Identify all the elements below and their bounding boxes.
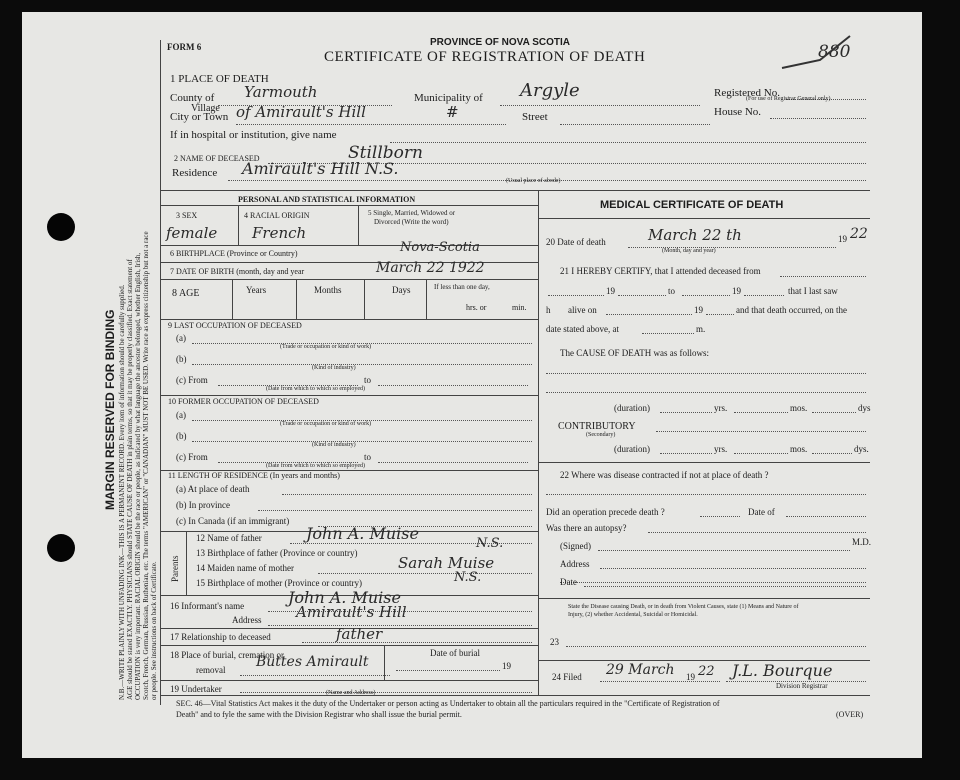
certify-line [606, 314, 692, 315]
village-label: Village [191, 103, 220, 114]
hours-label: hrs. or [466, 303, 487, 312]
over-label: (OVER) [836, 710, 864, 719]
margin-instruction-line: or people. See instructions on back of Certificate. [150, 561, 158, 700]
medical-address-label: Address [560, 559, 590, 569]
operation-label: Did an operation precede death ? [546, 507, 665, 517]
death-date-note: (Month, day and year) [662, 248, 716, 254]
cause-of-death-label: The CAUSE OF DEATH was as follows: [560, 348, 709, 358]
binder-hole-bottom [47, 534, 75, 562]
former-occupation-heading: 10 FORMER OCCUPATION OF DECEASED [168, 397, 319, 406]
signed-line [598, 550, 850, 551]
check-mark-icon [780, 30, 860, 75]
row-line [160, 319, 538, 320]
certify-19c: 19 [694, 305, 703, 315]
informant-address-label: Address [232, 615, 262, 625]
death-date-line [628, 247, 836, 248]
certify-last-saw: that I last saw [788, 286, 838, 296]
duration-line [660, 453, 712, 454]
col-line [426, 279, 427, 319]
medical-address-line [560, 582, 866, 583]
duration-line [660, 412, 712, 413]
certify-date-stated: date stated above, at [546, 324, 619, 334]
place-of-death-heading: 1 PLACE OF DEATH [170, 73, 269, 85]
occupation-line [192, 364, 532, 365]
age-months-label: Months [314, 285, 342, 295]
occupation-a: (a) [176, 333, 186, 343]
municipality-line [500, 105, 700, 106]
city-value: of Amirault's Hill [236, 103, 366, 121]
sex-label: 3 SEX [176, 211, 198, 220]
duration-line [734, 412, 788, 413]
duration-line [812, 412, 856, 413]
residence-a: (a) At place of death [176, 484, 250, 494]
informant-address-value: Amirault's Hill [296, 603, 407, 621]
certify-line-1: 21 I HEREBY CERTIFY, that I attended deceased from [560, 266, 761, 276]
row-line [538, 218, 870, 219]
contributory-line [656, 431, 866, 432]
margin-instruction-line: Scotch, French, German, Russian, Ruthenian, etc. The terms "AMERICAN" or "CANADIAN" MUST NOT BE USED. Write race as express citizenship but not a race [142, 231, 150, 700]
registered-label: Registered No. [714, 87, 780, 99]
binder-hole-top [47, 213, 75, 241]
col-line [364, 279, 365, 319]
filed-line [600, 681, 720, 682]
item23-line [566, 646, 866, 647]
duration-label-2: (duration) [614, 444, 650, 454]
age-days-label: Days [392, 285, 411, 295]
footer-line-2: Death" and to fyle the same with the Division Registrar who shall issue the burial permit. [176, 710, 462, 719]
father-birthplace-label: 13 Birthplace of father (Province or country) [196, 548, 358, 558]
certify-line [780, 276, 866, 277]
burial-date-line [396, 670, 500, 671]
binding-margin-label: MARGIN RESERVED FOR BINDING [103, 309, 117, 510]
margin-instruction-line: OCCUPATION is very important. RACIAL ORIGIN should be the race or people, as indicated by what language the ancestor belonged, whether English, Irish, [134, 252, 142, 700]
relationship-label: 17 Relationship to deceased [170, 632, 271, 642]
relationship-value: father [336, 625, 383, 643]
dob-value: March 22 1922 [376, 260, 485, 276]
residence-value: Amirault's Hill N.S. [242, 159, 399, 178]
residence-label: Residence [172, 167, 218, 179]
former-line [378, 462, 528, 463]
occupation-c: (c) From [176, 375, 208, 385]
occupation-b: (b) [176, 354, 187, 364]
street-line [560, 124, 710, 125]
dob-label: 7 DATE OF BIRTH (month, day and year [170, 267, 305, 276]
registered-note: (For use of Registrar General only) [746, 96, 831, 102]
row-line [538, 598, 870, 599]
informant-label: 16 Informant's name [170, 601, 245, 611]
item-23: 23 [550, 637, 559, 647]
md-label: M.D. [852, 537, 872, 547]
form-left-border [160, 40, 161, 705]
stamp-number: 880 [818, 42, 851, 62]
death-year-prefix: 19 [838, 234, 847, 244]
certify-19b: 19 [732, 286, 741, 296]
certify-line [682, 295, 730, 296]
personal-info-heading: PERSONAL AND STATISTICAL INFORMATION [238, 195, 416, 204]
length-of-residence-heading: 11 LENGTH OF RESIDENCE (In years and months) [168, 471, 340, 480]
city-line [236, 124, 506, 125]
mother-label: 14 Maiden name of mother [196, 563, 294, 573]
medical-address-line [600, 568, 866, 569]
burial-year: 19 [502, 661, 511, 671]
yrs-label: yrs. [714, 403, 728, 413]
violent-cause-note-2: Injury, (2) whether Accidental, Suicidal or Homicidal. [568, 612, 698, 618]
racial-origin-label: 4 RACIAL ORIGIN [244, 211, 310, 220]
row-line [160, 645, 538, 646]
certificate-title: CERTIFICATE OF REGISTRATION OF DEATH [324, 49, 646, 65]
certify-19a: 19 [606, 286, 615, 296]
less-than-day-label: If less than one day, [434, 283, 490, 291]
birthplace-label: 6 BIRTHPLACE (Province or Country) [170, 249, 298, 258]
residence-c: (c) In Canada (if an immigrant) [176, 516, 290, 526]
undertaker-label: 19 Undertaker [170, 684, 222, 694]
division-registrar-note: Division Registrar [776, 682, 828, 690]
section-divider [160, 190, 870, 191]
yrs-label-2: yrs. [714, 444, 728, 454]
city-label: City or Town [170, 111, 229, 123]
certify-alive-on: alive on [568, 305, 597, 315]
racial-origin-value: French [252, 224, 307, 242]
informant-value: John A. Muise [288, 588, 401, 607]
burial-place-value: Buttes Amirault [256, 654, 369, 670]
county-label: County of [170, 92, 215, 104]
autopsy-label: Was there an autopsy? [546, 523, 627, 533]
margin-instruction-line: AGE should be stated EXACTLY. PHYSICIANS should STATE CAUSE OF DEATH in plain terms, so that it may be properly classified. Exact statement of [126, 259, 134, 700]
operation-line [700, 516, 740, 517]
certify-line [548, 295, 604, 296]
burial-label-2: removal [196, 665, 226, 675]
form-column-divider [538, 190, 539, 695]
birthplace-value: Nova-Scotia [400, 240, 480, 255]
county-value: Yarmouth [244, 83, 318, 101]
parents-label: Parents [170, 555, 180, 582]
dates-note: (Date from which to which so employed) [266, 386, 365, 392]
operation-date-label: Date of [748, 507, 775, 517]
mother-birthplace-label: 15 Birthplace of mother (Province or country) [196, 578, 362, 588]
row-line [538, 462, 870, 463]
autopsy-line [648, 532, 866, 533]
mos-label-2: mos. [790, 444, 808, 454]
certify-m: m. [696, 324, 706, 334]
where-line [546, 494, 866, 495]
municipality-value: Argyle [520, 80, 580, 101]
age-label: 8 AGE [172, 288, 200, 299]
undertaker-line [240, 692, 532, 693]
sex-value: female [166, 224, 218, 242]
mother-value: Sarah Muise [398, 554, 495, 572]
industry-note: (Kind of industry) [312, 365, 356, 371]
filed-year-prefix: 19 [686, 672, 695, 682]
burial-label: 18 Place of burial, cremation or [170, 650, 284, 660]
cause-line [546, 392, 866, 393]
duration-label: (duration) [614, 403, 650, 413]
residence-line [282, 494, 532, 495]
house-line [770, 118, 866, 119]
footer-divider [160, 695, 870, 696]
dys-label-2: dys. [854, 444, 869, 454]
former-trade-note: (Trade or occupation or kind of work) [280, 421, 372, 427]
signed-label: (Signed) [560, 541, 591, 551]
trade-note: (Trade or occupation or kind of work) [280, 344, 372, 350]
former-to: to [364, 452, 372, 462]
duration-line [812, 453, 852, 454]
hospital-label: If in hospital or institution, give name [170, 129, 337, 141]
city-mark: # [446, 103, 459, 121]
certify-line [744, 295, 784, 296]
occupation-line [378, 385, 528, 386]
certify-line [642, 333, 694, 334]
age-years-label: Years [246, 285, 267, 295]
father-value: John A. Muise [306, 524, 419, 543]
occupation-to: to [364, 375, 372, 385]
father-birthplace-value: N.S. [476, 536, 504, 551]
form-number: FORM 6 [167, 42, 202, 52]
certify-line [618, 295, 666, 296]
mos-label: mos. [790, 403, 808, 413]
former-dates-note: (Date from which to which so employed) [266, 463, 365, 469]
former-c: (c) From [176, 452, 208, 462]
death-date-value: March 22 th [648, 226, 742, 244]
parents-col-line [186, 531, 187, 595]
row-line [160, 680, 538, 681]
burial-date-label: Date of burial [430, 648, 480, 658]
father-label: 12 Name of father [196, 533, 262, 543]
name-of-deceased-value: Stillborn [348, 143, 423, 163]
filed-label: 24 Filed [552, 672, 582, 682]
informant-line [268, 625, 532, 626]
violent-cause-note: State the Disease causing Death, or in death from Violent Causes, state (1) Means and Nature of [568, 604, 799, 610]
filed-value: 29 March [606, 662, 675, 678]
col-line [238, 205, 239, 245]
col-line [384, 645, 385, 680]
footer-line-1: SEC. 46—Vital Statistics Act makes it the duty of the Undertaker or person acting as Undertaker to obtain all the particulars required in the "Certificate of Registration of [176, 699, 720, 708]
burial-line [240, 675, 390, 676]
col-line [358, 205, 359, 245]
municipality-label: Municipality of [414, 92, 483, 104]
medical-certificate-heading: MEDICAL CERTIFICATE OF DEATH [600, 199, 784, 211]
operation-line [786, 516, 866, 517]
row-line [160, 279, 538, 280]
where-contracted-label: 22 Where was disease contracted if not at place of death ? [560, 470, 769, 480]
mother-line [318, 573, 532, 574]
certify-h: h [546, 305, 551, 315]
col-line [232, 279, 233, 319]
margin-instruction-line: N.B.—WRITE PLAINLY WITH UNFADING INK—THIS IS A PERMANENT RECORD. Every item of information should be carefully supplied. [118, 284, 126, 700]
street-label: Street [522, 111, 548, 123]
secondary-note: (Secondary) [586, 432, 616, 438]
former-line [192, 441, 532, 442]
certify-to: to [668, 286, 676, 296]
marital-label: 5 Single, Married, Widowed or [368, 209, 456, 217]
medical-date-label: Date [560, 577, 577, 587]
former-industry-note: (Kind of industry) [312, 442, 356, 448]
certify-line [706, 314, 734, 315]
former-a: (a) [176, 410, 186, 420]
residence-b: (b) In province [176, 500, 230, 510]
registrar-signature: J.L. Bourque [732, 661, 833, 680]
hospital-line [390, 142, 866, 143]
row-line [160, 205, 538, 206]
filed-year-value: 22 [698, 664, 715, 679]
dys-label: dys [858, 403, 871, 413]
row-line [160, 395, 538, 396]
former-b: (b) [176, 431, 187, 441]
abode-note: (Usual place of abode) [506, 178, 561, 184]
contributory-label: CONTRIBUTORY [558, 421, 636, 432]
certify-death-occurred: and that death occurred, on the [736, 305, 847, 315]
duration-line [734, 453, 788, 454]
last-occupation-heading: 9 LAST OCCUPATION OF DECEASED [168, 321, 302, 330]
death-year-value: 22 [850, 226, 868, 242]
medical-date-line [584, 586, 866, 587]
col-line [296, 279, 297, 319]
death-date-label: 20 Date of death [546, 237, 606, 247]
residence-line [258, 510, 532, 511]
cause-line [546, 373, 866, 374]
province-heading: PROVINCE OF NOVA SCOTIA [430, 37, 571, 48]
row-line [160, 245, 538, 246]
marital-label-2: Divorced (Write the word) [374, 218, 449, 226]
minutes-label: min. [512, 303, 527, 312]
mother-birthplace-value: N.S. [454, 570, 482, 585]
name-of-deceased-label: 2 NAME OF DECEASED [174, 154, 260, 163]
undertaker-note: (Name and Address) [326, 690, 376, 696]
house-label: House No. [714, 106, 762, 118]
